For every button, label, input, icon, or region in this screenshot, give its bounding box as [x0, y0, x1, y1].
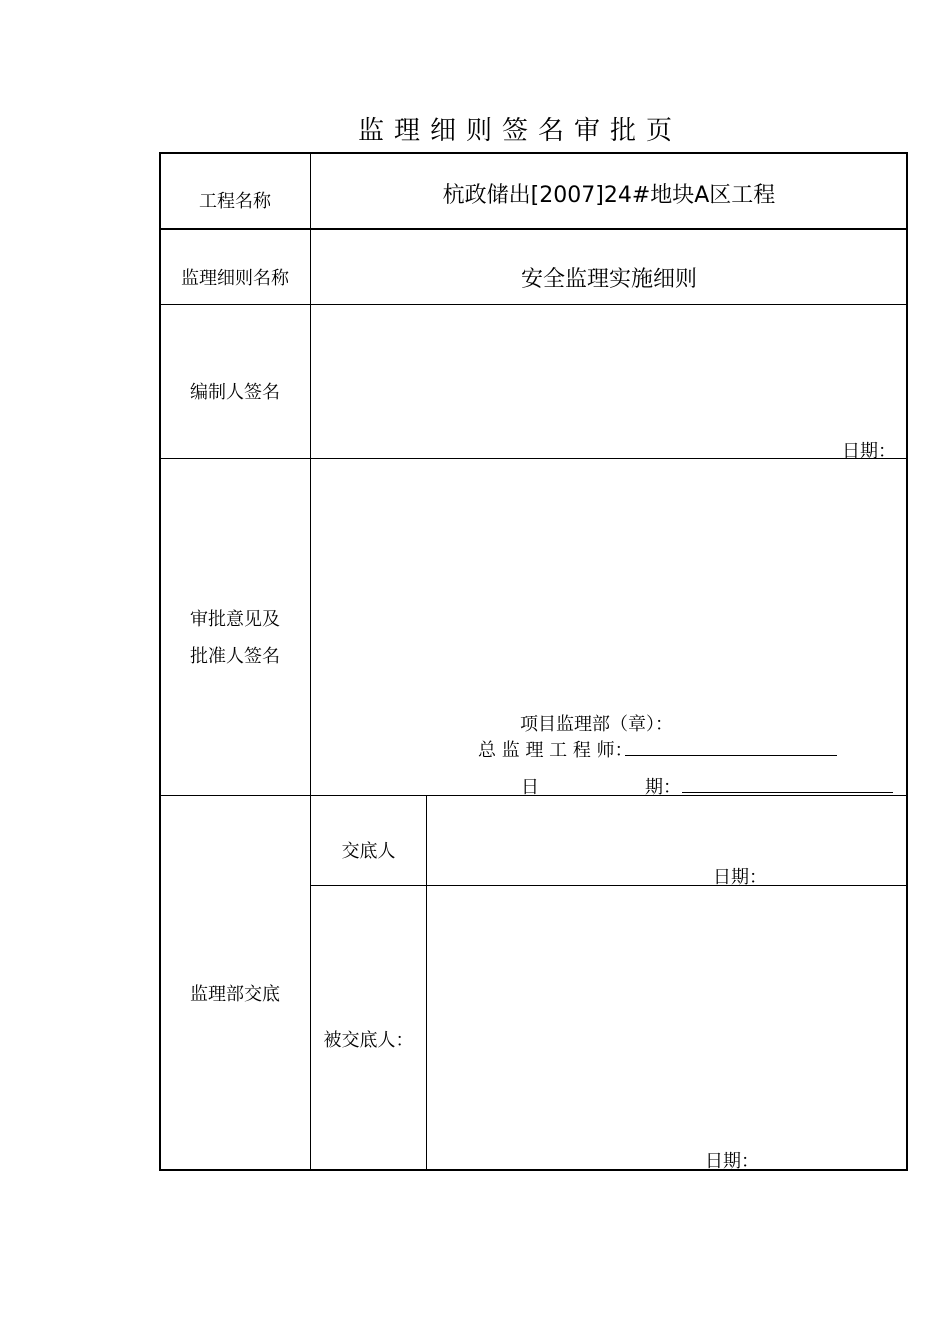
briefer-date-label: 日期：: [713, 867, 767, 888]
briefee-label: 被交底人：: [323, 1030, 414, 1051]
approval-date-line: [682, 792, 893, 793]
briefee-date-label: 日期：: [705, 1151, 759, 1172]
chief-engineer-signature-line: [625, 755, 837, 756]
page-title: 监理细则签名审批页: [357, 116, 682, 146]
chief-engineer-label: 总 监 理 工 程 师：: [478, 740, 633, 761]
approval-date-day-label: 日: [521, 777, 539, 798]
detail-name-value: 安全监理实施细则: [520, 267, 697, 292]
row-divider: [159, 458, 908, 459]
detail-name-label: 监理细则名称: [181, 268, 289, 289]
briefing-label: 监理部交底: [190, 984, 280, 1005]
row-divider: [159, 228, 908, 230]
row-divider: [310, 885, 908, 886]
project-dept-seal-label: 项目监理部（章）：: [520, 714, 673, 735]
column-divider: [426, 795, 427, 1171]
approval-label-line2: 批准人签名: [190, 646, 280, 667]
briefer-label: 交底人: [341, 841, 396, 862]
compiler-signature-label: 编制人签名: [190, 382, 280, 403]
row-divider: [159, 304, 908, 305]
project-name-value: 杭政储出[2007]24#地块A区工程: [442, 183, 776, 208]
project-name-label: 工程名称: [199, 191, 271, 212]
approval-label-line1: 审批意见及: [190, 609, 280, 630]
compiler-date-label: 日期：: [842, 441, 896, 462]
approval-date-period-label: 期：: [645, 777, 681, 798]
column-divider: [310, 152, 311, 1171]
